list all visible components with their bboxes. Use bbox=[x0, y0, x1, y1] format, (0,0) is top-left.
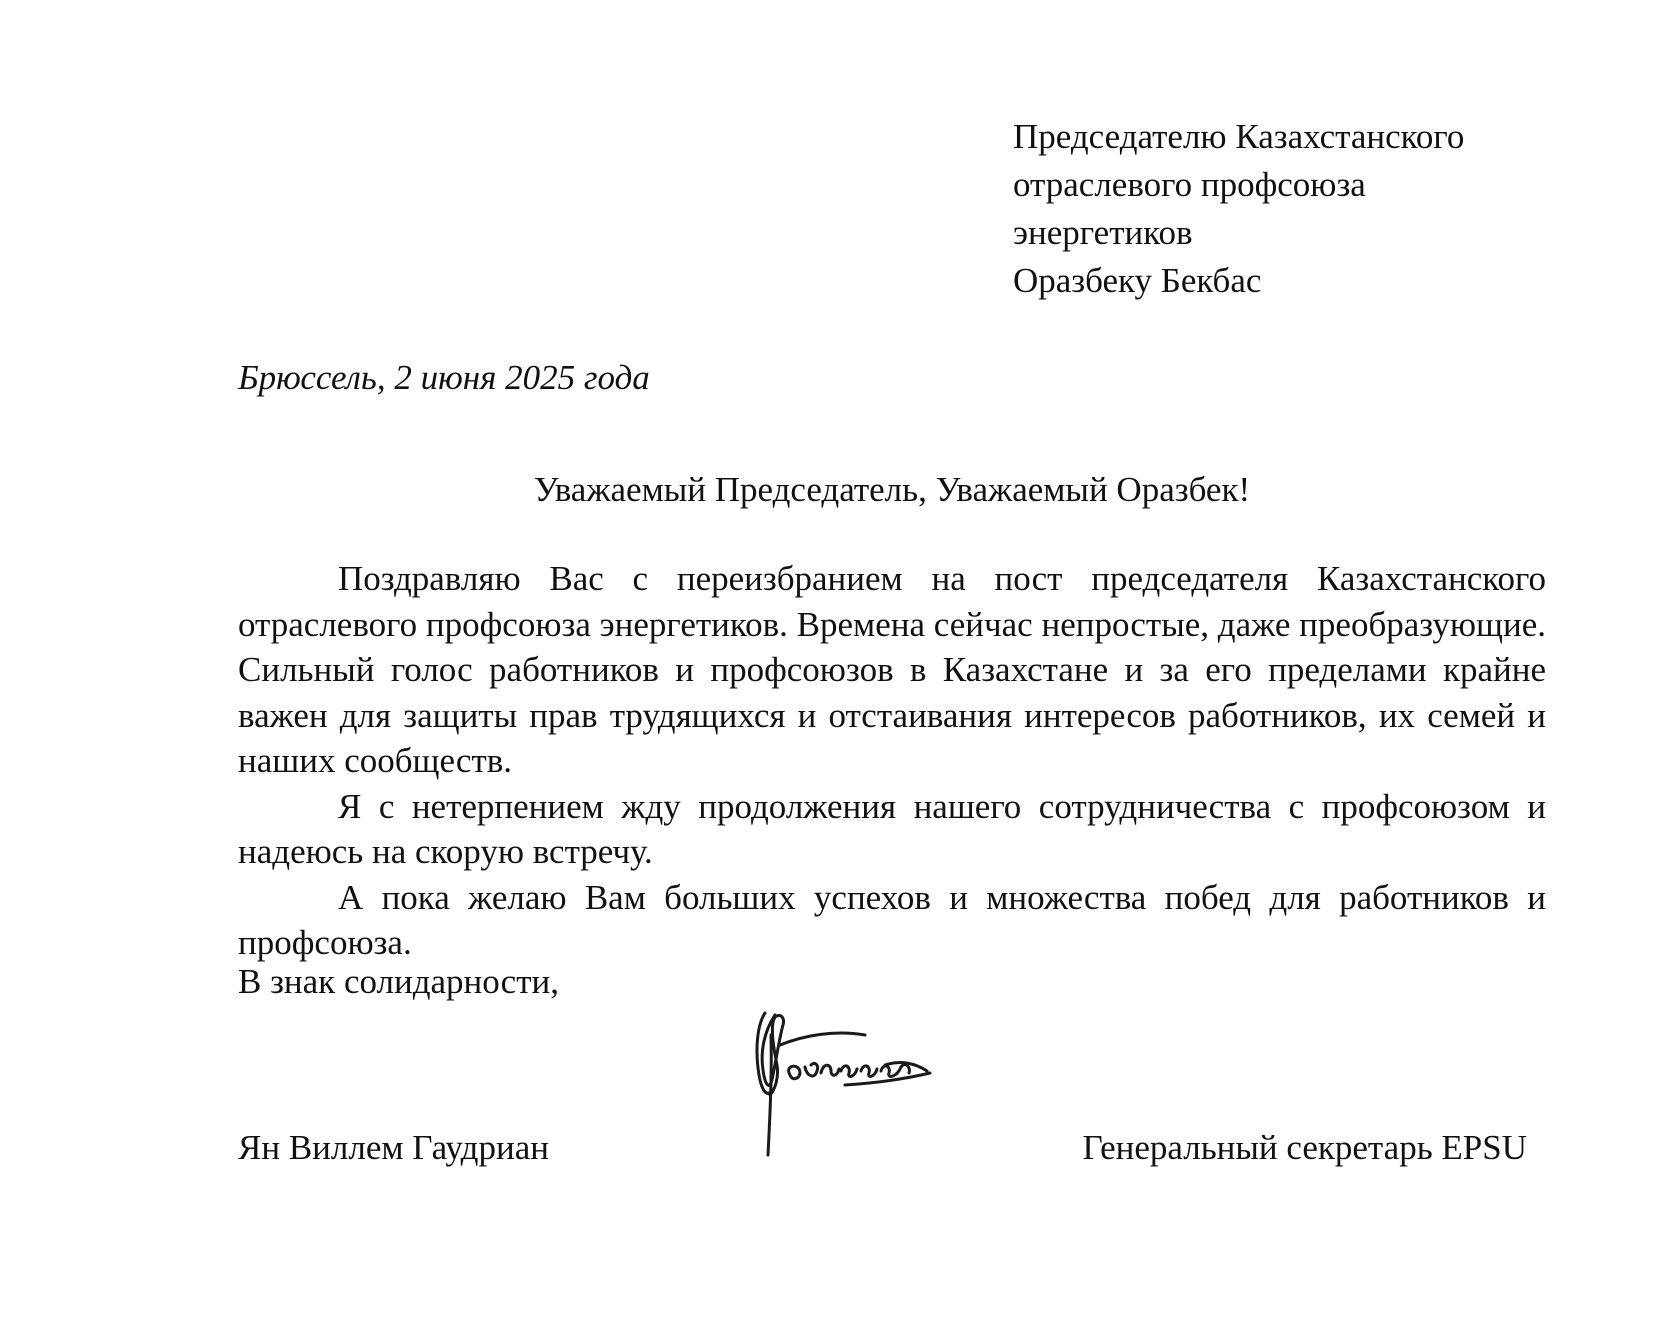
salutation: Уважаемый Председатель, Уважаемый Оразбек! bbox=[533, 470, 1251, 509]
letter-body bbox=[238, 556, 1546, 966]
addressee-line: отраслевого профсоюза bbox=[1013, 165, 1366, 204]
addressee-block bbox=[1013, 113, 1464, 305]
place-and-date: Брюссель, 2 июня 2025 года bbox=[238, 358, 650, 397]
addressee-line: Председателю Казахстанского bbox=[1013, 117, 1465, 156]
body-paragraph: А пока желаю Вам больших успехов и множества побед для работников и профсоюза. bbox=[238, 877, 1546, 962]
signer-name: Ян Виллем Гаудриан bbox=[238, 1128, 549, 1167]
signer-title: Генеральный секретарь EPSU bbox=[1082, 1128, 1527, 1167]
handwritten-signature bbox=[735, 1005, 950, 1160]
closing-phrase: В знак солидарности, bbox=[238, 962, 559, 1001]
body-paragraph: Поздравляю Вас с переизбранием на пост председателя Казахстанского отраслевого профсоюза энергетиков. Времена сейчас непростые, даже преобразующие. Сильный голос работников и профсоюзов в Казахстане и за его пределами крайне важен для защиты прав трудящихся и отстаивания интересов работников, их семей и наших сообществ. bbox=[238, 559, 1546, 780]
body-paragraph: Я с нетерпением жду продолжения нашего сотрудничества с профсоюзом и надеюсь на скорую встречу. bbox=[238, 786, 1546, 871]
addressee-line: Оразбеку Бекбас bbox=[1013, 261, 1262, 300]
addressee-line: энергетиков bbox=[1013, 213, 1193, 252]
